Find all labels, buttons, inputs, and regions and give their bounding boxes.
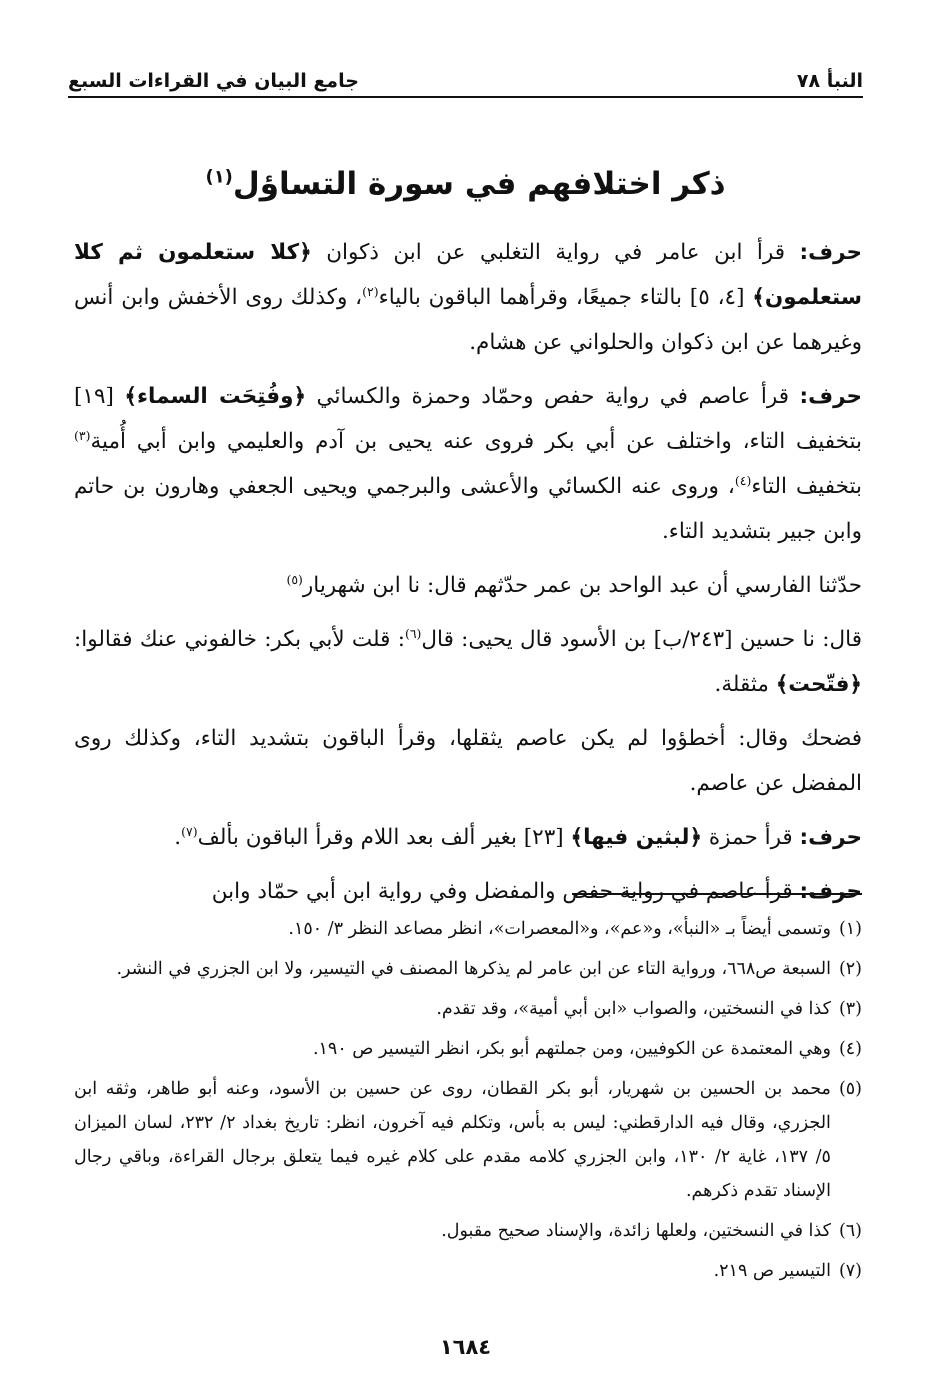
footnote-number: (٤)	[838, 1039, 862, 1059]
running-header	[68, 58, 863, 92]
paragraph-text: حدّثنا الفارسي أن عبد الواحد بن عمر حدّثهم قال: نا ابن شهريار	[302, 573, 862, 598]
paragraph-text: : قلت لأبي بكر: خالفوني عنك فقالوا:	[74, 627, 405, 652]
footnote-text: محمد بن الحسين بن شهريار، أبو بكر القطان، روى عن حسين بن الأسود، وعنه أبو طاهر، وثقه ابن الجزري، وقال فيه الدارقطني: ليس به بأس، وتكلم فيه آخرون، انظر: تاريخ بغداد ٢/ ٢٣٢، لسان الميزان ٥/ ١٣٧، غاية ٢/ ١٣٠، وابن الجزري كلامه مقدم على كلام غيره فيما يتعلق برجال القراءة، وباقي رجال الإسناد تقدم ذكرهم.	[74, 1079, 831, 1201]
footnote-text: كذا في النسختين، ولعلها زائدة، والإسناد صحيح مقبول.	[441, 1221, 831, 1241]
paragraph-text: [٢٣] بغير ألف بعد اللام وقرأ الباقون بألف	[197, 825, 571, 850]
quran-verse: ﴿فتّحت﴾	[775, 672, 862, 697]
quran-verse: ﴿وفُتِحَت السماء﴾	[124, 384, 307, 409]
paragraph-text: قرأ حمزة	[702, 825, 800, 850]
footnote	[74, 992, 862, 1026]
harf-label: حرف:	[799, 384, 862, 409]
paragraph-text: ، وكذلك روى الأخفش وابن أنس وغيرهما عن ابن ذكوان والحلواني عن هشام.	[74, 285, 862, 355]
paragraph	[74, 230, 862, 365]
paragraph-text: [٤، ٥] بالتاء جميعًا، وقرأهما الباقون بالياء	[378, 285, 753, 310]
body-text	[74, 230, 862, 923]
paragraph	[74, 617, 862, 707]
footnote	[74, 1254, 862, 1288]
footnote-number: (٧)	[838, 1261, 862, 1281]
footnote-text: السبعة ص٦٦٨، ورواية التاء عن ابن عامر لم يذكرها المصنف في التيسير، ولا ابن الجزري في النشر.	[116, 959, 831, 979]
footnote-text: وهي المعتمدة عن الكوفيين، ومن جملتهم أبو بكر، انظر التيسير ص ١٩٠.	[312, 1039, 831, 1059]
paragraph	[74, 563, 862, 608]
chapter-title	[68, 166, 863, 202]
footnote-number: (٣)	[838, 999, 862, 1019]
footnote-text: وتسمى أيضاً بـ «النبأ»، و«عم»، و«المعصرات»، انظر مصاعد النظر ٣/ ١٥٠.	[288, 919, 831, 939]
footnote	[74, 952, 862, 986]
paragraph	[74, 869, 862, 914]
quran-verse: ﴿لبثين فيها﴾	[570, 825, 703, 850]
paragraph-text: قرأ ابن عامر في رواية التغلبي عن ابن ذكوان	[311, 240, 800, 265]
paragraph-text: ، وروى عنه الكسائي والأعشى والبرجمي ويحيى الجعفي وهارون بن حاتم وابن جبير بتشديد التاء.	[74, 474, 862, 544]
footnote-ref: (٦)	[404, 625, 422, 641]
footnote-number: (١)	[838, 919, 862, 939]
paragraph-text: قرأ عاصم في رواية حفص وحمّاد وحمزة والكسائي	[306, 384, 800, 409]
header-surah-ayah: النبأ ٧٨	[796, 70, 863, 92]
header-divider	[68, 96, 863, 98]
paragraph-text: مثقلة.	[714, 672, 776, 697]
harf-label: حرف:	[799, 879, 862, 904]
paragraph-text: قال: نا حسين [٢٤٣/ب] بن الأسود قال يحيى: قال	[421, 627, 862, 652]
footnote	[74, 1214, 862, 1248]
quran-verse: ﴿كلا ستعلمون ثم كلا ستعلمون﴾	[74, 240, 862, 310]
footnote-ref: (٧)	[181, 823, 198, 839]
footnote-ref: (٣)	[74, 427, 91, 443]
footnote	[74, 1072, 862, 1208]
footnote-ref: (٤)	[734, 472, 752, 488]
footnote-number: (٦)	[838, 1221, 862, 1241]
footnote	[74, 912, 862, 946]
footnote-text: كذا في النسختين، والصواب «ابن أبي أمية»، وقد تقدم.	[436, 999, 831, 1019]
paragraph-text: .	[174, 825, 182, 850]
footnotes	[74, 912, 862, 1294]
paragraph	[74, 374, 862, 554]
harf-label: حرف:	[799, 240, 862, 265]
paragraph	[74, 716, 862, 806]
footnote-ref: (١)	[205, 166, 233, 188]
chapter-title-text: ذكر اختلافهم في سورة التساؤل	[232, 166, 726, 202]
footnote-number: (٢)	[838, 959, 862, 979]
paragraph-text: بتخفيف التاء	[751, 474, 862, 499]
paragraph-text: [١٩] بتخفيف التاء، واختلف عن أبي بكر فروى عنه يحيى بن آدم والعليمي وابن أبي أُمية	[74, 384, 862, 454]
paragraph-text: فضحك وقال: أخطؤوا لم يكن عاصم يثقلها، وقرأ الباقون بتشديد التاء، وكذلك روى المفضل عن عاصم.	[74, 726, 862, 796]
footnote-text: التيسير ص ٢١٩.	[713, 1261, 831, 1281]
footnote	[74, 1032, 862, 1066]
footnote-ref: (٥)	[286, 571, 303, 587]
paragraph	[74, 815, 862, 860]
page-number: ١٦٨٤	[439, 1335, 492, 1359]
footnote-number: (٥)	[838, 1079, 862, 1099]
footnote-ref: (٢)	[362, 283, 379, 299]
harf-label: حرف:	[799, 825, 862, 850]
header-book-title: جامع البيان في القراءات السبع	[68, 70, 359, 92]
footnote-separator	[572, 893, 862, 895]
paragraph-text: قرأ عاصم في رواية حفص والمفضل وفي رواية ابن أبي حمّاد وابن	[211, 879, 800, 904]
